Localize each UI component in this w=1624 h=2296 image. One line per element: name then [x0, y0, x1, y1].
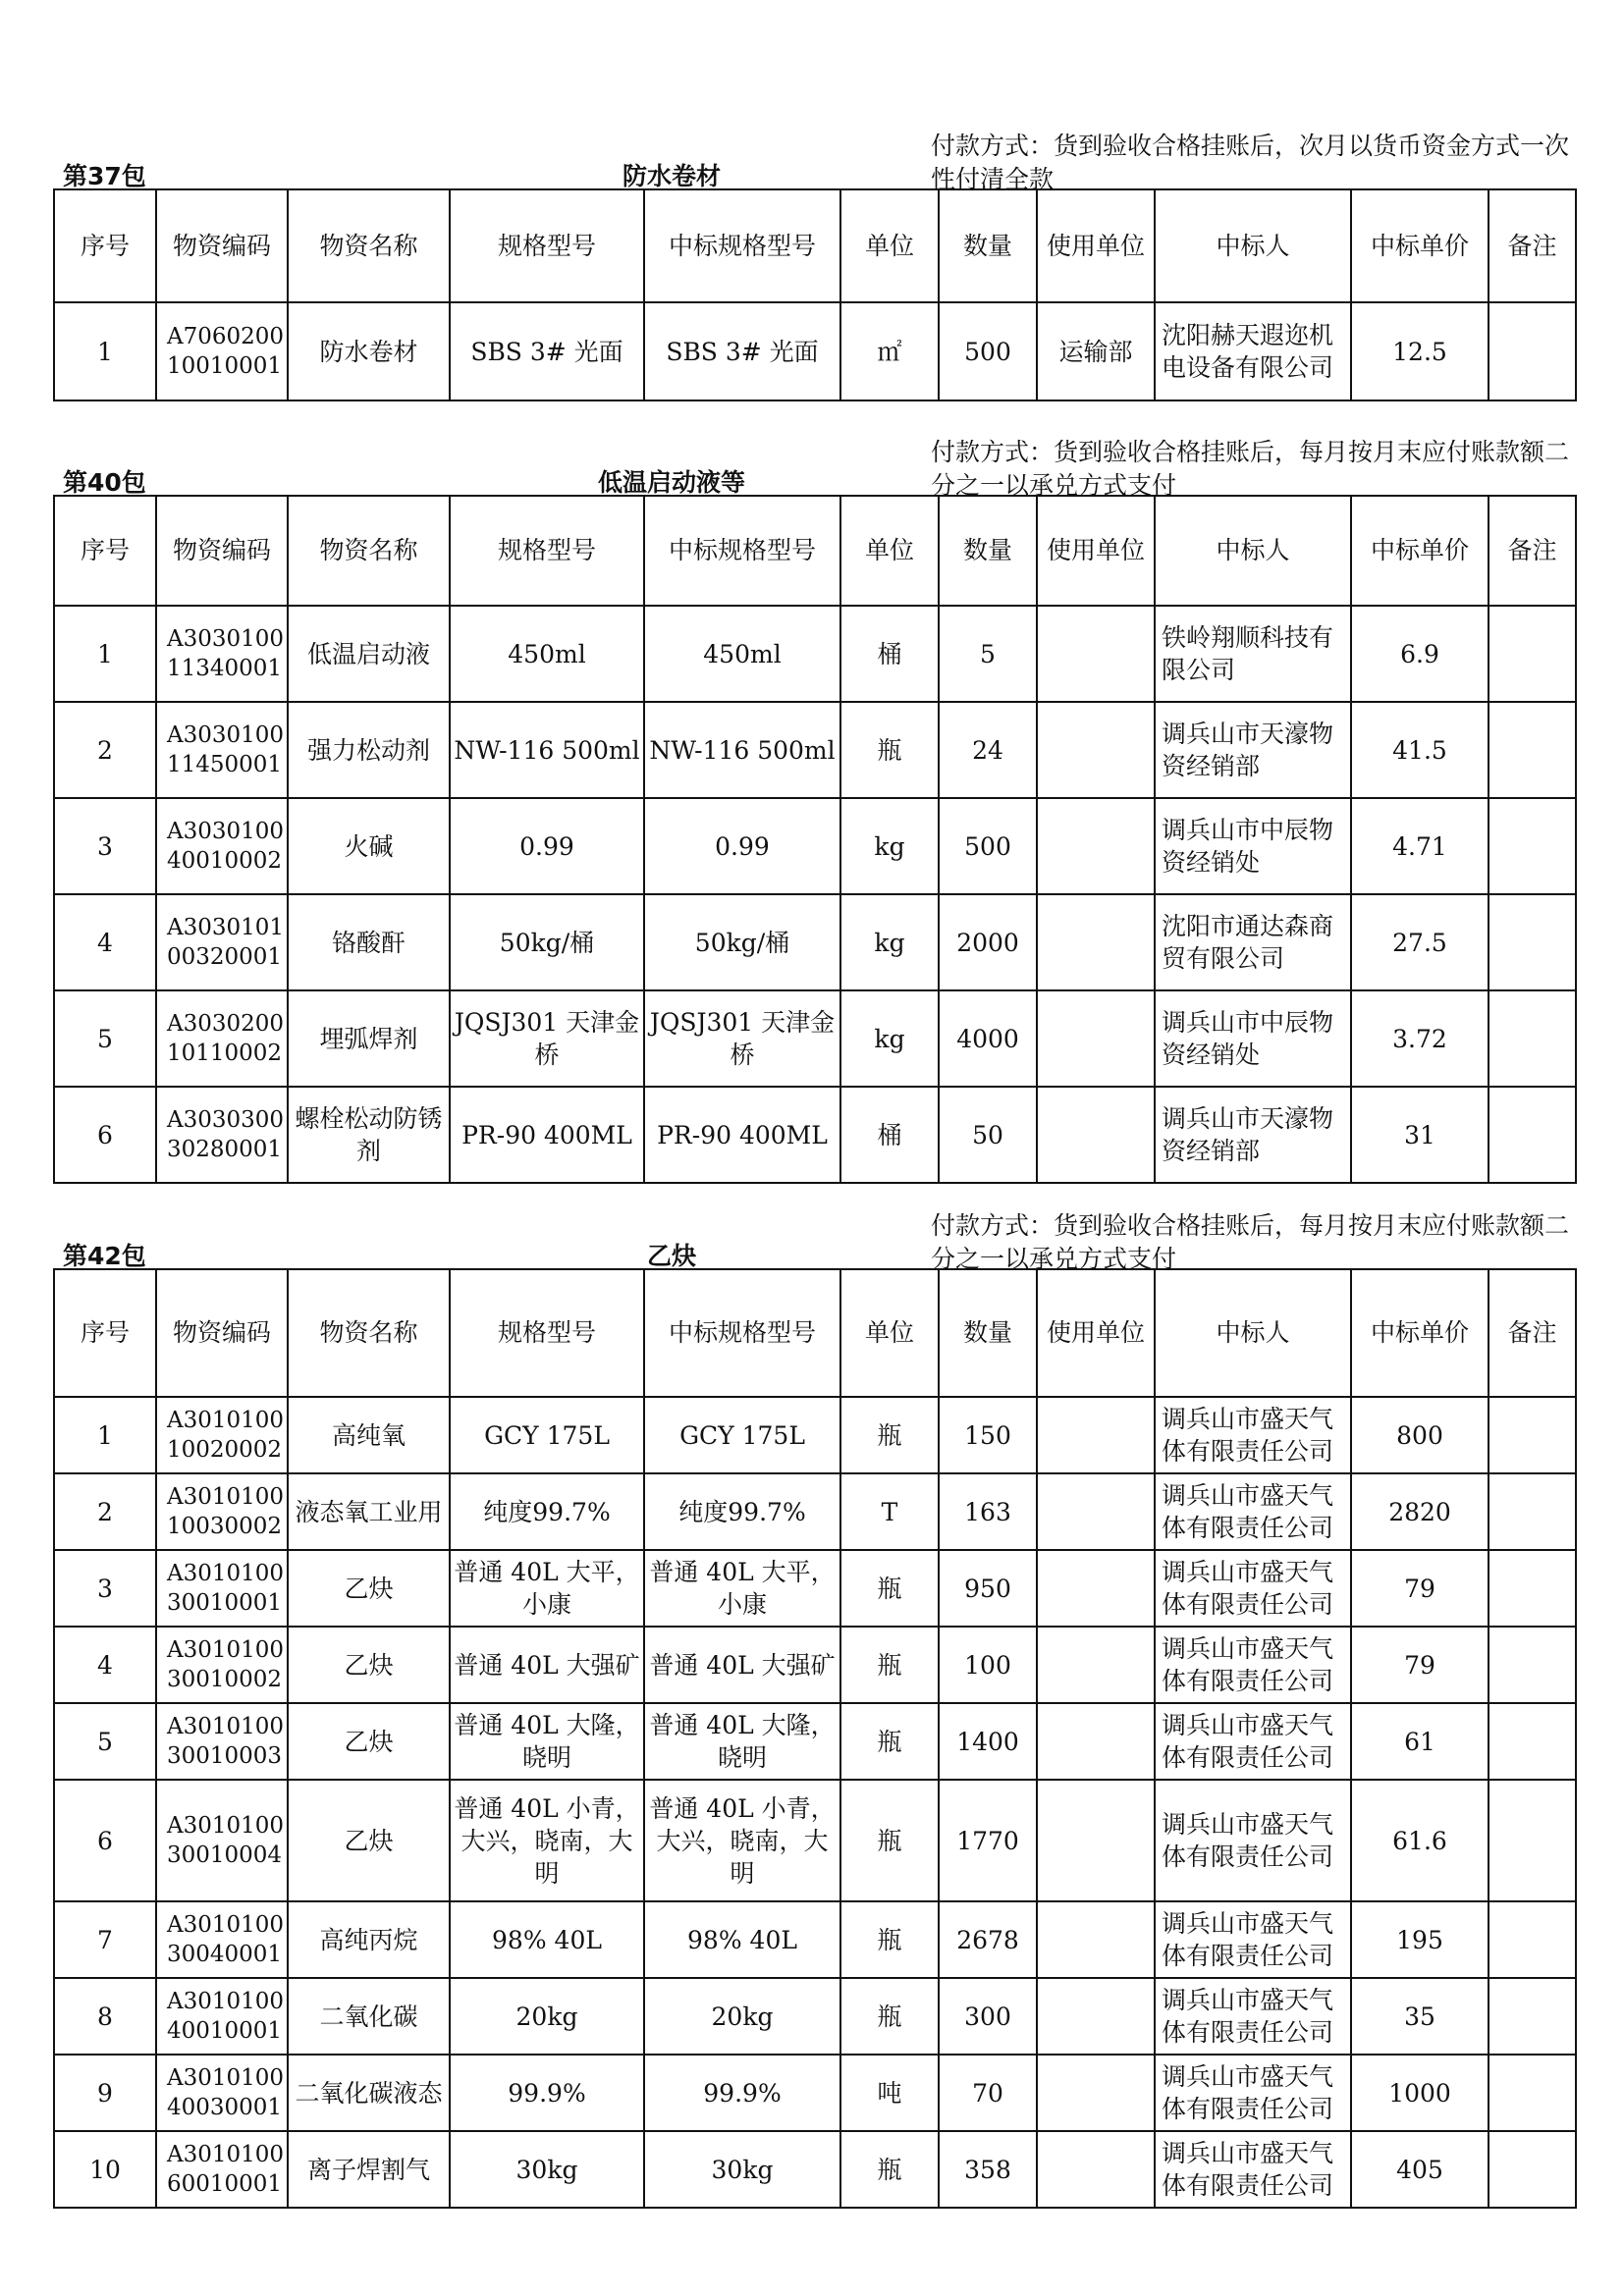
winner-cell: 调兵山市盛天气体有限责任公司 — [1155, 1901, 1351, 1978]
unit-cell: kg — [840, 990, 939, 1087]
row-number-cell: 10 — [54, 2131, 156, 2208]
bid-spec-cell: JQSJ301 天津金桥 — [644, 990, 840, 1087]
column-header: 物资名称 — [288, 496, 450, 606]
bid-spec-cell: GCY 175L — [644, 1397, 840, 1473]
table-row — [54, 1550, 1576, 1627]
bid-spec-cell: 450ml — [644, 606, 840, 702]
unit-price-cell: 41.5 — [1351, 702, 1489, 798]
row-number-cell: 2 — [54, 702, 156, 798]
package-section — [53, 416, 1575, 1184]
payment-terms: 付款方式：货到验收合格挂账后，每月按月末应付账款额二分之一以承兑方式支付 — [931, 438, 1570, 500]
column-header: 规格型号 — [450, 189, 644, 302]
row-number-cell: 3 — [54, 798, 156, 894]
items-table — [53, 1268, 1577, 2209]
note-cell — [1489, 1473, 1576, 1550]
material-name-cell: 二氧化碳液态 — [288, 2055, 450, 2131]
column-header: 备注 — [1489, 496, 1576, 606]
material-name-cell: 火碱 — [288, 798, 450, 894]
winner-cell: 调兵山市天濠物资经销部 — [1155, 702, 1351, 798]
section-header — [53, 1190, 1575, 1273]
table-row — [54, 990, 1576, 1087]
winner-cell: 调兵山市盛天气体有限责任公司 — [1155, 1397, 1351, 1473]
winner-cell: 铁岭翔顺科技有限公司 — [1155, 606, 1351, 702]
column-header: 中标单价 — [1351, 1269, 1489, 1397]
unit-price-cell: 35 — [1351, 1978, 1489, 2055]
column-header: 中标单价 — [1351, 189, 1489, 302]
column-header: 备注 — [1489, 189, 1576, 302]
unit-price-cell: 195 — [1351, 1901, 1489, 1978]
quantity-cell: 1770 — [939, 1780, 1037, 1901]
bid-spec-cell: 普通 40L 大强矿 — [644, 1627, 840, 1703]
spec-cell: JQSJ301 天津金桥 — [450, 990, 644, 1087]
material-code-cell: A301010030010003 — [156, 1703, 288, 1780]
material-code-cell: A301010040010001 — [156, 1978, 288, 2055]
unit-cell: kg — [840, 798, 939, 894]
column-header: 单位 — [840, 1269, 939, 1397]
package-number: 第37包 — [63, 162, 146, 190]
table-row — [54, 606, 1576, 702]
column-header: 使用单位 — [1037, 496, 1155, 606]
table-row — [54, 894, 1576, 990]
winner-cell: 调兵山市盛天气体有限责任公司 — [1155, 1703, 1351, 1780]
unit-cell: 吨 — [840, 2055, 939, 2131]
column-header: 中标单价 — [1351, 496, 1489, 606]
quantity-cell: 950 — [939, 1550, 1037, 1627]
material-name-cell: 防水卷材 — [288, 302, 450, 400]
table-row — [54, 302, 1576, 400]
column-header: 中标规格型号 — [644, 1269, 840, 1397]
quantity-cell: 2678 — [939, 1901, 1037, 1978]
column-header: 单位 — [840, 496, 939, 606]
using-unit-cell — [1037, 894, 1155, 990]
row-number-cell: 2 — [54, 1473, 156, 1550]
column-header: 备注 — [1489, 1269, 1576, 1397]
row-number-cell: 1 — [54, 1397, 156, 1473]
bid-spec-cell: 99.9% — [644, 2055, 840, 2131]
quantity-cell: 163 — [939, 1473, 1037, 1550]
quantity-cell: 50 — [939, 1087, 1037, 1183]
spec-cell: 普通 40L 大隆，晓明 — [450, 1703, 644, 1780]
winner-cell: 调兵山市盛天气体有限责任公司 — [1155, 1780, 1351, 1901]
package-title: 乙炔 — [646, 1242, 696, 1270]
material-name-cell: 螺栓松动防锈剂 — [288, 1087, 450, 1183]
column-header: 中标人 — [1155, 496, 1351, 606]
material-code-cell: A301010030010002 — [156, 1627, 288, 1703]
note-cell — [1489, 798, 1576, 894]
row-number-cell: 8 — [54, 1978, 156, 2055]
table-row — [54, 702, 1576, 798]
winner-cell: 调兵山市天濠物资经销部 — [1155, 1087, 1351, 1183]
unit-price-cell: 79 — [1351, 1550, 1489, 1627]
row-number-cell: 4 — [54, 1627, 156, 1703]
quantity-cell: 24 — [939, 702, 1037, 798]
row-number-cell: 6 — [54, 1780, 156, 1901]
spec-cell: 普通 40L 小青，大兴，晓南，大明 — [450, 1780, 644, 1901]
row-number-cell: 6 — [54, 1087, 156, 1183]
material-code-cell: A303010011450001 — [156, 702, 288, 798]
winner-cell: 沈阳赫天遐迩机电设备有限公司 — [1155, 302, 1351, 400]
note-cell — [1489, 990, 1576, 1087]
note-cell — [1489, 702, 1576, 798]
material-code-cell: A301010030010001 — [156, 1550, 288, 1627]
unit-price-cell: 61.6 — [1351, 1780, 1489, 1901]
bid-spec-cell: SBS 3# 光面 — [644, 302, 840, 400]
unit-price-cell: 1000 — [1351, 2055, 1489, 2131]
quantity-cell: 4000 — [939, 990, 1037, 1087]
items-table — [53, 495, 1577, 1184]
spec-cell: SBS 3# 光面 — [450, 302, 644, 400]
column-header: 数量 — [939, 496, 1037, 606]
note-cell — [1489, 302, 1576, 400]
unit-cell: 瓶 — [840, 1978, 939, 2055]
unit-cell: T — [840, 1473, 939, 1550]
winner-cell: 调兵山市盛天气体有限责任公司 — [1155, 2055, 1351, 2131]
column-header: 中标规格型号 — [644, 496, 840, 606]
material-code-cell: A303030030280001 — [156, 1087, 288, 1183]
spec-cell: 30kg — [450, 2131, 644, 2208]
row-number-cell: 4 — [54, 894, 156, 990]
material-code-cell: A303010100320001 — [156, 894, 288, 990]
unit-price-cell: 79 — [1351, 1627, 1489, 1703]
material-code-cell: A301010010020002 — [156, 1397, 288, 1473]
column-header: 中标人 — [1155, 189, 1351, 302]
note-cell — [1489, 1397, 1576, 1473]
bid-spec-cell: 纯度99.7% — [644, 1473, 840, 1550]
bid-spec-cell: 50kg/桶 — [644, 894, 840, 990]
using-unit-cell — [1037, 1627, 1155, 1703]
quantity-cell: 100 — [939, 1627, 1037, 1703]
column-header: 物资编码 — [156, 1269, 288, 1397]
using-unit-cell — [1037, 1473, 1155, 1550]
using-unit-cell — [1037, 1397, 1155, 1473]
spec-cell: NW-116 500ml — [450, 702, 644, 798]
bid-spec-cell: 普通 40L 小青，大兴，晓南，大明 — [644, 1780, 840, 1901]
unit-cell: kg — [840, 894, 939, 990]
table-row — [54, 1780, 1576, 1901]
column-header: 物资名称 — [288, 189, 450, 302]
bid-spec-cell: 98% 40L — [644, 1901, 840, 1978]
quantity-cell: 2000 — [939, 894, 1037, 990]
bid-spec-cell: 普通 40L 大隆，晓明 — [644, 1703, 840, 1780]
note-cell — [1489, 1780, 1576, 1901]
winner-cell: 调兵山市盛天气体有限责任公司 — [1155, 1627, 1351, 1703]
spec-cell: 20kg — [450, 1978, 644, 2055]
material-name-cell: 强力松动剂 — [288, 702, 450, 798]
material-name-cell: 低温启动液 — [288, 606, 450, 702]
using-unit-cell: 运输部 — [1037, 302, 1155, 400]
using-unit-cell — [1037, 990, 1155, 1087]
quantity-cell: 1400 — [939, 1703, 1037, 1780]
spec-cell: 99.9% — [450, 2055, 644, 2131]
payment-terms: 付款方式：货到验收合格挂账后，次月以货币资金方式一次性付清全款 — [931, 132, 1570, 193]
column-header: 序号 — [54, 496, 156, 606]
note-cell — [1489, 1703, 1576, 1780]
unit-cell: 瓶 — [840, 702, 939, 798]
quantity-cell: 70 — [939, 2055, 1037, 2131]
column-header: 使用单位 — [1037, 189, 1155, 302]
column-header: 物资编码 — [156, 496, 288, 606]
unit-cell: 桶 — [840, 606, 939, 702]
spec-cell: 纯度99.7% — [450, 1473, 644, 1550]
table-header-row — [54, 496, 1576, 606]
unit-cell: 瓶 — [840, 1703, 939, 1780]
column-header: 序号 — [54, 1269, 156, 1397]
section-header — [53, 110, 1575, 193]
unit-cell: 瓶 — [840, 2131, 939, 2208]
row-number-cell: 1 — [54, 302, 156, 400]
unit-price-cell: 4.71 — [1351, 798, 1489, 894]
material-code-cell: A303020010110002 — [156, 990, 288, 1087]
table-row — [54, 798, 1576, 894]
column-header: 物资名称 — [288, 1269, 450, 1397]
bid-spec-cell: 30kg — [644, 2131, 840, 2208]
using-unit-cell — [1037, 1780, 1155, 1901]
package-title: 低温启动液等 — [597, 468, 745, 497]
material-code-cell: A301010040030001 — [156, 2055, 288, 2131]
material-name-cell: 高纯丙烷 — [288, 1901, 450, 1978]
unit-cell: 瓶 — [840, 1550, 939, 1627]
quantity-cell: 500 — [939, 798, 1037, 894]
column-header: 规格型号 — [450, 1269, 644, 1397]
column-header: 使用单位 — [1037, 1269, 1155, 1397]
material-name-cell: 乙炔 — [288, 1550, 450, 1627]
using-unit-cell — [1037, 2131, 1155, 2208]
winner-cell: 调兵山市中辰物资经销处 — [1155, 990, 1351, 1087]
table-row — [54, 2131, 1576, 2208]
payment-terms: 付款方式：货到验收合格挂账后，每月按月末应付账款额二分之一以承兑方式支付 — [931, 1211, 1570, 1273]
note-cell — [1489, 1550, 1576, 1627]
material-name-cell: 高纯氧 — [288, 1397, 450, 1473]
unit-price-cell: 12.5 — [1351, 302, 1489, 400]
unit-cell: 瓶 — [840, 1780, 939, 1901]
using-unit-cell — [1037, 1703, 1155, 1780]
row-number-cell: 5 — [54, 1703, 156, 1780]
quantity-cell: 500 — [939, 302, 1037, 400]
note-cell — [1489, 2055, 1576, 2131]
quantity-cell: 5 — [939, 606, 1037, 702]
spec-cell: GCY 175L — [450, 1397, 644, 1473]
section-header — [53, 416, 1575, 500]
row-number-cell: 1 — [54, 606, 156, 702]
package-section — [53, 1190, 1575, 2209]
unit-cell: 瓶 — [840, 1397, 939, 1473]
table-row — [54, 1703, 1576, 1780]
unit-price-cell: 27.5 — [1351, 894, 1489, 990]
spec-cell: 0.99 — [450, 798, 644, 894]
unit-cell: 桶 — [840, 1087, 939, 1183]
note-cell — [1489, 2131, 1576, 2208]
unit-cell: 瓶 — [840, 1901, 939, 1978]
row-number-cell: 5 — [54, 990, 156, 1087]
items-table — [53, 188, 1577, 401]
material-name-cell: 埋弧焊剂 — [288, 990, 450, 1087]
quantity-cell: 150 — [939, 1397, 1037, 1473]
material-name-cell: 液态氧工业用 — [288, 1473, 450, 1550]
row-number-cell: 7 — [54, 1901, 156, 1978]
quantity-cell: 358 — [939, 2131, 1037, 2208]
bid-spec-cell: 0.99 — [644, 798, 840, 894]
note-cell — [1489, 894, 1576, 990]
bid-spec-cell: NW-116 500ml — [644, 702, 840, 798]
note-cell — [1489, 1901, 1576, 1978]
column-header: 数量 — [939, 1269, 1037, 1397]
bid-spec-cell: 普通 40L 大平，小康 — [644, 1550, 840, 1627]
using-unit-cell — [1037, 798, 1155, 894]
spec-cell: 普通 40L 大强矿 — [450, 1627, 644, 1703]
table-row — [54, 2055, 1576, 2131]
table-row — [54, 1087, 1576, 1183]
unit-cell: ㎡ — [840, 302, 939, 400]
row-number-cell: 3 — [54, 1550, 156, 1627]
unit-price-cell: 3.72 — [1351, 990, 1489, 1087]
table-row — [54, 1978, 1576, 2055]
spec-cell: PR-90 400ML — [450, 1087, 644, 1183]
package-section — [53, 110, 1575, 401]
material-code-cell: A301010030010004 — [156, 1780, 288, 1901]
note-cell — [1489, 1978, 1576, 2055]
material-code-cell: A301010010030002 — [156, 1473, 288, 1550]
note-cell — [1489, 606, 1576, 702]
winner-cell: 调兵山市盛天气体有限责任公司 — [1155, 2131, 1351, 2208]
table-header-row — [54, 1269, 1576, 1397]
column-header: 规格型号 — [450, 496, 644, 606]
material-name-cell: 离子焊割气 — [288, 2131, 450, 2208]
using-unit-cell — [1037, 1087, 1155, 1183]
using-unit-cell — [1037, 606, 1155, 702]
bid-spec-cell: PR-90 400ML — [644, 1087, 840, 1183]
column-header: 物资编码 — [156, 189, 288, 302]
material-name-cell: 乙炔 — [288, 1627, 450, 1703]
table-header-row — [54, 189, 1576, 302]
material-code-cell: A301010060010001 — [156, 2131, 288, 2208]
column-header: 单位 — [840, 189, 939, 302]
winner-cell: 沈阳市通达森商贸有限公司 — [1155, 894, 1351, 990]
table-row — [54, 1901, 1576, 1978]
unit-price-cell: 6.9 — [1351, 606, 1489, 702]
using-unit-cell — [1037, 1901, 1155, 1978]
spec-cell: 450ml — [450, 606, 644, 702]
unit-price-cell: 405 — [1351, 2131, 1489, 2208]
using-unit-cell — [1037, 2055, 1155, 2131]
material-name-cell: 乙炔 — [288, 1780, 450, 1901]
quantity-cell: 300 — [939, 1978, 1037, 2055]
table-row — [54, 1397, 1576, 1473]
column-header: 中标人 — [1155, 1269, 1351, 1397]
material-code-cell: A301010030040001 — [156, 1901, 288, 1978]
using-unit-cell — [1037, 1550, 1155, 1627]
unit-price-cell: 31 — [1351, 1087, 1489, 1183]
package-number: 第40包 — [63, 468, 146, 497]
row-number-cell: 9 — [54, 2055, 156, 2131]
winner-cell: 调兵山市盛天气体有限责任公司 — [1155, 1550, 1351, 1627]
bid-spec-cell: 20kg — [644, 1978, 840, 2055]
table-row — [54, 1627, 1576, 1703]
winner-cell: 调兵山市盛天气体有限责任公司 — [1155, 1978, 1351, 2055]
package-number: 第42包 — [63, 1242, 146, 1270]
package-title: 防水卷材 — [622, 162, 721, 190]
material-name-cell: 二氧化碳 — [288, 1978, 450, 2055]
material-code-cell: A706020010010001 — [156, 302, 288, 400]
unit-cell: 瓶 — [840, 1627, 939, 1703]
column-header: 序号 — [54, 189, 156, 302]
using-unit-cell — [1037, 1978, 1155, 2055]
using-unit-cell — [1037, 702, 1155, 798]
unit-price-cell: 800 — [1351, 1397, 1489, 1473]
spec-cell: 普通 40L 大平，小康 — [450, 1550, 644, 1627]
note-cell — [1489, 1627, 1576, 1703]
column-header: 中标规格型号 — [644, 189, 840, 302]
winner-cell: 调兵山市中辰物资经销处 — [1155, 798, 1351, 894]
material-code-cell: A303010040010002 — [156, 798, 288, 894]
spec-cell: 50kg/桶 — [450, 894, 644, 990]
column-header: 数量 — [939, 189, 1037, 302]
material-name-cell: 铬酸酐 — [288, 894, 450, 990]
material-code-cell: A303010011340001 — [156, 606, 288, 702]
table-row — [54, 1473, 1576, 1550]
unit-price-cell: 2820 — [1351, 1473, 1489, 1550]
note-cell — [1489, 1087, 1576, 1183]
winner-cell: 调兵山市盛天气体有限责任公司 — [1155, 1473, 1351, 1550]
material-name-cell: 乙炔 — [288, 1703, 450, 1780]
unit-price-cell: 61 — [1351, 1703, 1489, 1780]
spec-cell: 98% 40L — [450, 1901, 644, 1978]
